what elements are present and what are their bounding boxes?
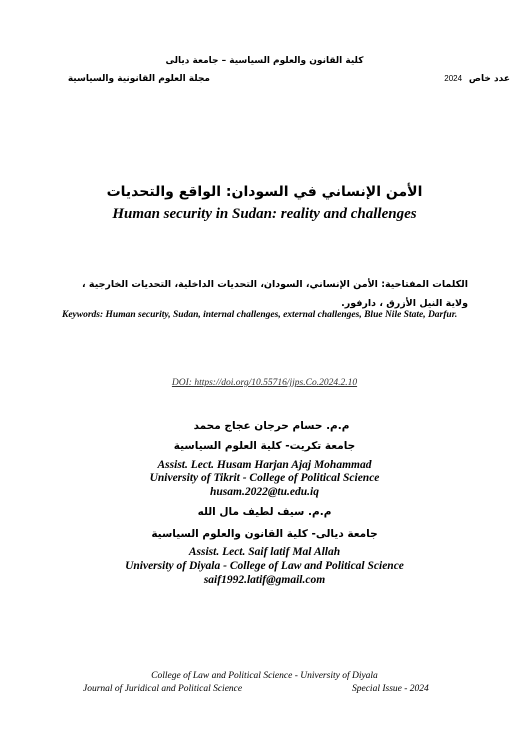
- header-college-university: كلية القانون والعلوم السياسية – جامعة ديالى: [165, 56, 364, 66]
- article-title-arabic: الأمن الإنساني في السودان: الواقع والتحديات: [106, 184, 423, 200]
- author1-email[interactable]: husam.2022@tu.edu.iq: [210, 486, 319, 498]
- author2-name-english: Assist. Lect. Saif latif Mal Allah: [188, 546, 341, 558]
- keywords-arabic: الكلمات المفتاحية: الأمن الإنساني، السودان، التحديات الداخلية، التحديات الخارجية ، ولاية النيل الأزرق ، دارفور.: [82, 279, 468, 309]
- author2-affiliation-english: University of Diyala - College of Law and Political Science: [125, 560, 404, 572]
- header-issue-year: 2024: [444, 74, 463, 83]
- doi-link[interactable]: DOI: https://doi.org/10.55716/jjps.Co.2024.2.10: [171, 378, 358, 388]
- author2-affiliation-arabic: جامعة ديالى- كلية القانون والعلوم السياسية: [151, 528, 378, 540]
- footer-college-line: College of Law and Political Science - University of Diyala: [151, 671, 378, 681]
- footer-issue: Special Issue - 2024: [352, 684, 429, 694]
- header-journal-name: مجلة العلوم القانونية والسياسية: [67, 74, 210, 84]
- header-issue: [380, 74, 510, 84]
- author2-email[interactable]: saif1992.latif@gmail.com: [203, 574, 326, 586]
- author1-name-arabic: م.م. حسام حرجان عجاج محمد: [193, 420, 350, 432]
- footer-journal-name: Journal of Juridical and Political Science: [83, 684, 243, 694]
- author1-name-english: Assist. Lect. Husam Harjan Ajaj Mohammad: [157, 459, 372, 471]
- header-issue-label: عدد خاص: [468, 74, 510, 84]
- keywords-english: Keywords: Human security, Sudan, internal challenges, external challenges, Blue Nile State, Darfur.: [62, 310, 458, 320]
- article-title-english: Human security in Sudan: reality and challenges: [112, 206, 417, 222]
- author2-name-arabic: م.م. سيف لطيف مال الله: [197, 506, 332, 518]
- author1-affiliation-arabic: جامعة تكريت- كلية العلوم السياسية: [173, 440, 356, 452]
- author1-affiliation-english: University of Tikrit - College of Political Science: [149, 472, 380, 484]
